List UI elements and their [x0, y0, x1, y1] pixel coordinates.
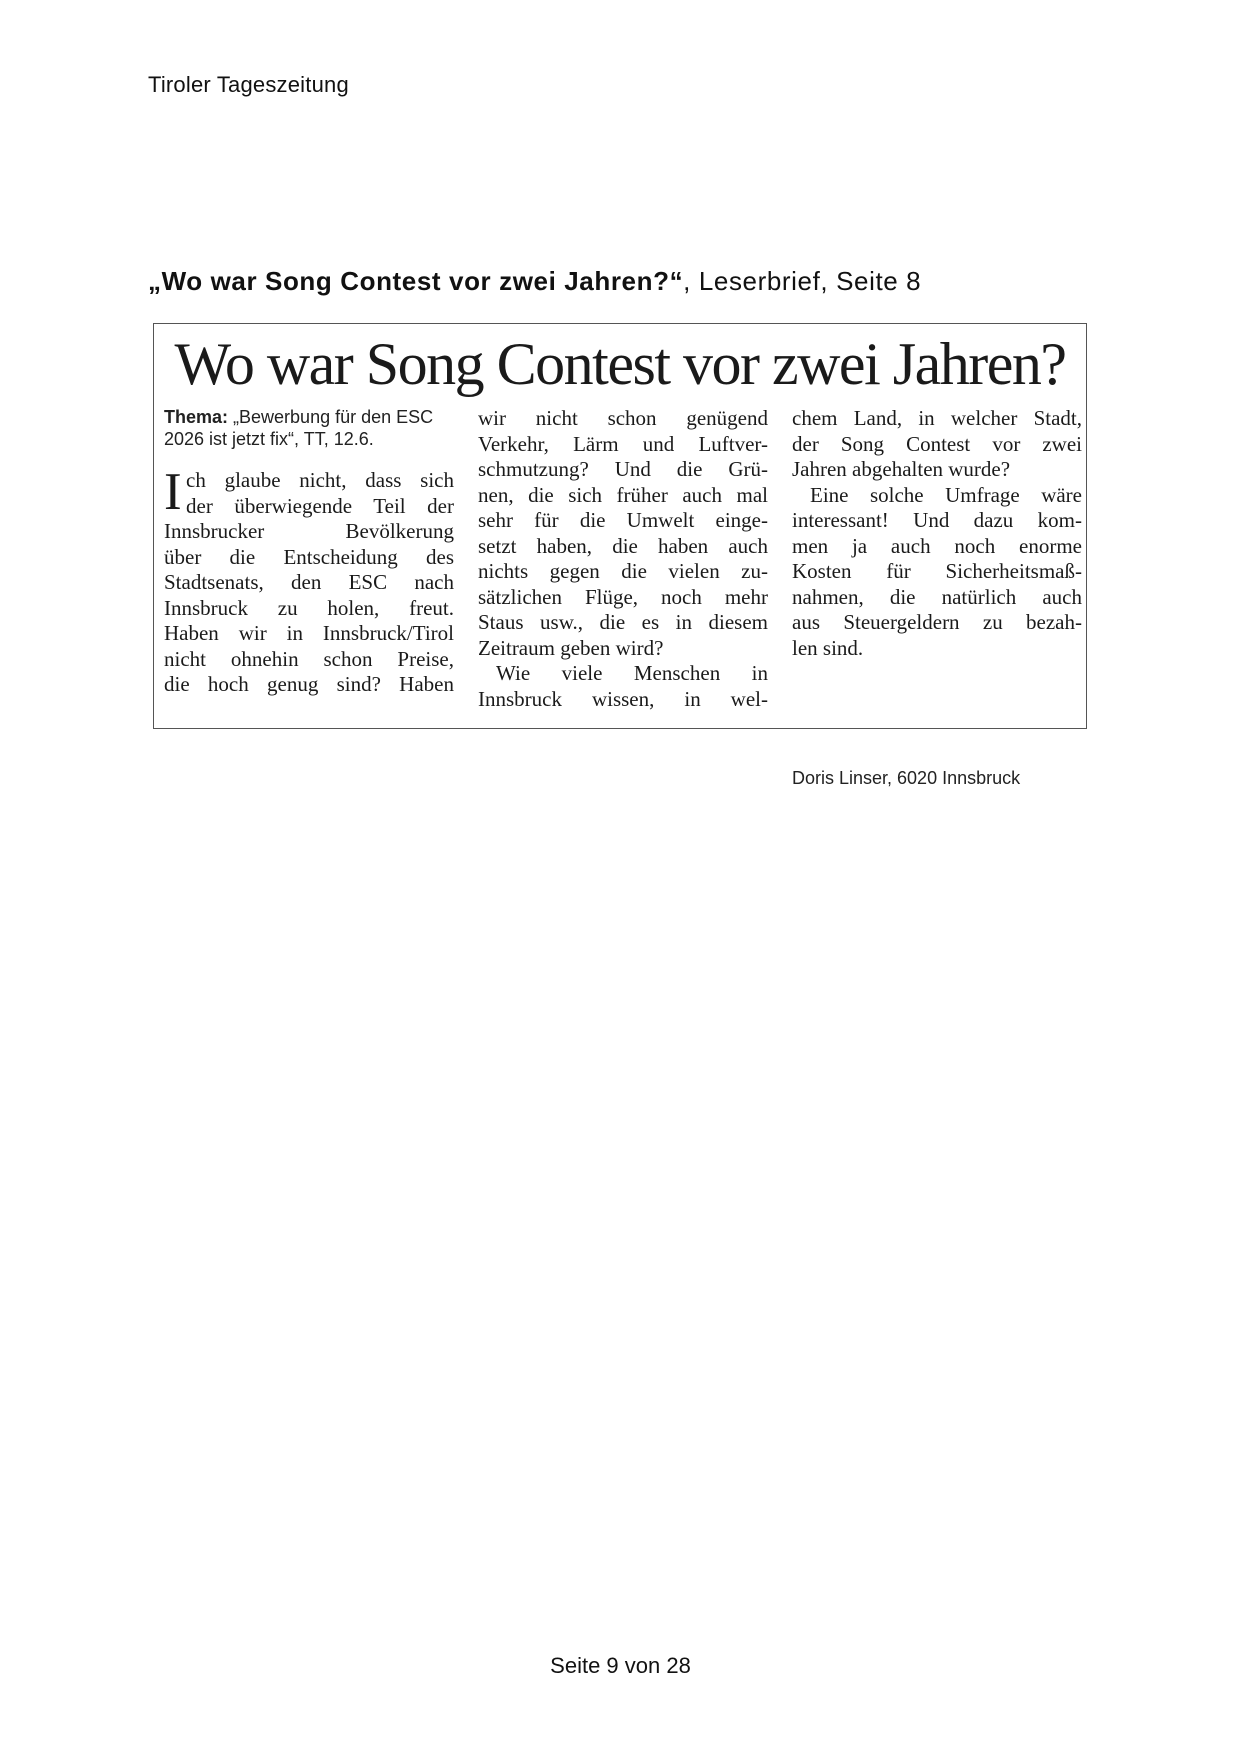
thema-line: 2026 ist jetzt fix“, TT, 12.6. [164, 429, 374, 449]
text-line: Innsbruck wissen, in wel- [478, 686, 768, 711]
text-line: Innsbruck zu holen, freut. [164, 595, 454, 620]
thema-label: Thema: [164, 407, 229, 427]
text-line: Kosten für Sicherheitsmaß- [792, 559, 1082, 583]
text-line: nen, die sich früher auch mal [478, 482, 768, 507]
text-line: aus Steuergeldern zu bezah- [792, 610, 1082, 634]
text-line: Jahren abgehalten wurde? [792, 457, 1011, 481]
text-line: nichts gegen die vielen zu- [478, 559, 768, 583]
dropcap-paragraph [164, 463, 454, 521]
article-headline: Wo war Song Contest vor zwei Jahren? [174, 331, 1066, 397]
thema-line: „Bewerbung für den ESC [233, 407, 434, 427]
text-line: men ja auch noch enorme [792, 533, 1082, 558]
clipping-caption [148, 266, 921, 297]
text-line: Stadtsenats, den ESC nach [164, 570, 454, 594]
page-number: Seite 9 von 28 [550, 1653, 691, 1678]
caption-source: , Leserbrief, Seite 8 [683, 266, 922, 296]
article-column-2 [478, 406, 768, 712]
thema-note [164, 406, 454, 450]
newspaper-clipping [153, 323, 1087, 788]
text-line: Verkehr, Lärm und Luftver- [478, 431, 768, 456]
text-line: die hoch genug sind? Haben [164, 672, 454, 696]
letter-signature: Doris Linser, 6020 Innsbruck [792, 768, 1021, 788]
article-column-3 [792, 406, 1082, 788]
text-line: Eine solche Umfrage wäre [810, 482, 1082, 507]
text-line: sehr für die Umwelt einge- [478, 508, 768, 532]
publication-name: Tiroler Tageszeitung [148, 72, 349, 97]
text-line: Staus usw., die es in diesem [478, 610, 768, 634]
text-line: Haben wir in Innsbruck/Tirol [164, 621, 454, 645]
text-line: nicht ohnehin schon Preise, [164, 646, 454, 671]
text-line: Zeitraum geben wird? [478, 635, 664, 660]
dropcap-letter: I [164, 463, 182, 521]
article-column-1 [164, 406, 454, 698]
text-line: setzt haben, die haben auch [478, 533, 768, 558]
text-line: wir nicht schon genügend [478, 406, 768, 430]
text-line: der Song Contest vor zwei [792, 431, 1082, 456]
text-line: len sind. [792, 635, 864, 660]
text-line: Innsbrucker Bevölkerung [164, 519, 454, 543]
text-line: über die Entscheidung des [164, 544, 454, 569]
text-line: nahmen, die natürlich auch [792, 584, 1082, 609]
text-line: schmutzung? Und die Grü- [478, 457, 768, 481]
text-line: ch glaube nicht, dass sich [186, 468, 454, 492]
text-line: Wie viele Menschen in [496, 661, 768, 685]
text-line: sätzlichen Flüge, noch mehr [478, 584, 768, 609]
caption-quoted-title: „Wo war Song Contest vor zwei Jahren?“ [148, 266, 684, 296]
text-line: interessant! Und dazu kom- [792, 508, 1082, 532]
text-line: der überwiegende Teil der [186, 493, 454, 518]
text-line: chem Land, in welcher Stadt, [792, 406, 1082, 430]
